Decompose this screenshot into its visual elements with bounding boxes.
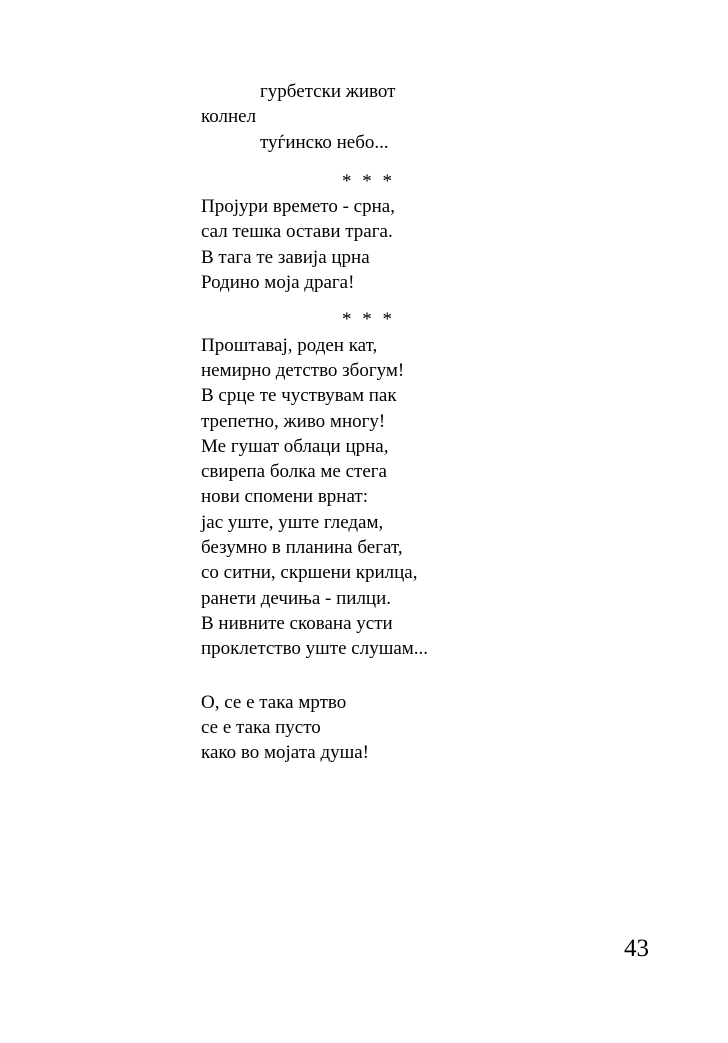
poem1-line-1: Пројури времето - срна, xyxy=(201,196,395,218)
poem1-line-3: В тага те завија црна xyxy=(201,246,370,268)
closing-line-2: се е така пусто xyxy=(201,716,321,738)
poem1-line-2: сал тешка остави трага. xyxy=(201,221,393,243)
spacer xyxy=(201,155,621,169)
poem2-line-11: ранети дечиња - пилци. xyxy=(201,587,392,609)
spacer xyxy=(201,295,621,307)
poem2-line-8: јас уште, уште гледам, xyxy=(201,511,384,533)
poem2-line-9: безумно в планина бегат, xyxy=(201,537,403,559)
page-number: 43 xyxy=(624,935,649,962)
section-separator-2: * * * xyxy=(342,309,395,331)
fragment-line-1: гурбетски живот xyxy=(260,81,396,102)
poem2-line-5: Ме гушат облаци црна, xyxy=(201,435,389,457)
section-separator-1: * * * xyxy=(342,170,395,192)
poem2-line-2: немирно детство збогум! xyxy=(201,359,405,381)
poem2-line-12: В нивните скована усти xyxy=(201,612,393,634)
closing-line-1: О, се е така мртво xyxy=(201,691,347,713)
poem2-line-1: Проштавај, роден кат, xyxy=(201,334,378,356)
poem2-line-3: В срце те чуствувам пак xyxy=(201,385,397,407)
stanza-break xyxy=(201,662,621,690)
poem2-line-13: проклетство уште слушам... xyxy=(201,638,429,660)
poem-text xyxy=(201,79,621,765)
poem2-line-4: трепетно, живо многу! xyxy=(201,410,386,432)
poem2-line-6: свирепа болка ме стега xyxy=(201,461,387,483)
poem1-line-4: Родино моја драга! xyxy=(201,272,355,294)
closing-line-3: како во мојата душа! xyxy=(201,742,370,764)
fragment-line-2: колнел xyxy=(201,106,257,128)
fragment-line-3: туѓинско небо... xyxy=(260,131,389,153)
poem2-line-7: нови спомени врнат: xyxy=(201,486,369,508)
poem2-line-10: со ситни, скршени крилца, xyxy=(201,562,418,584)
